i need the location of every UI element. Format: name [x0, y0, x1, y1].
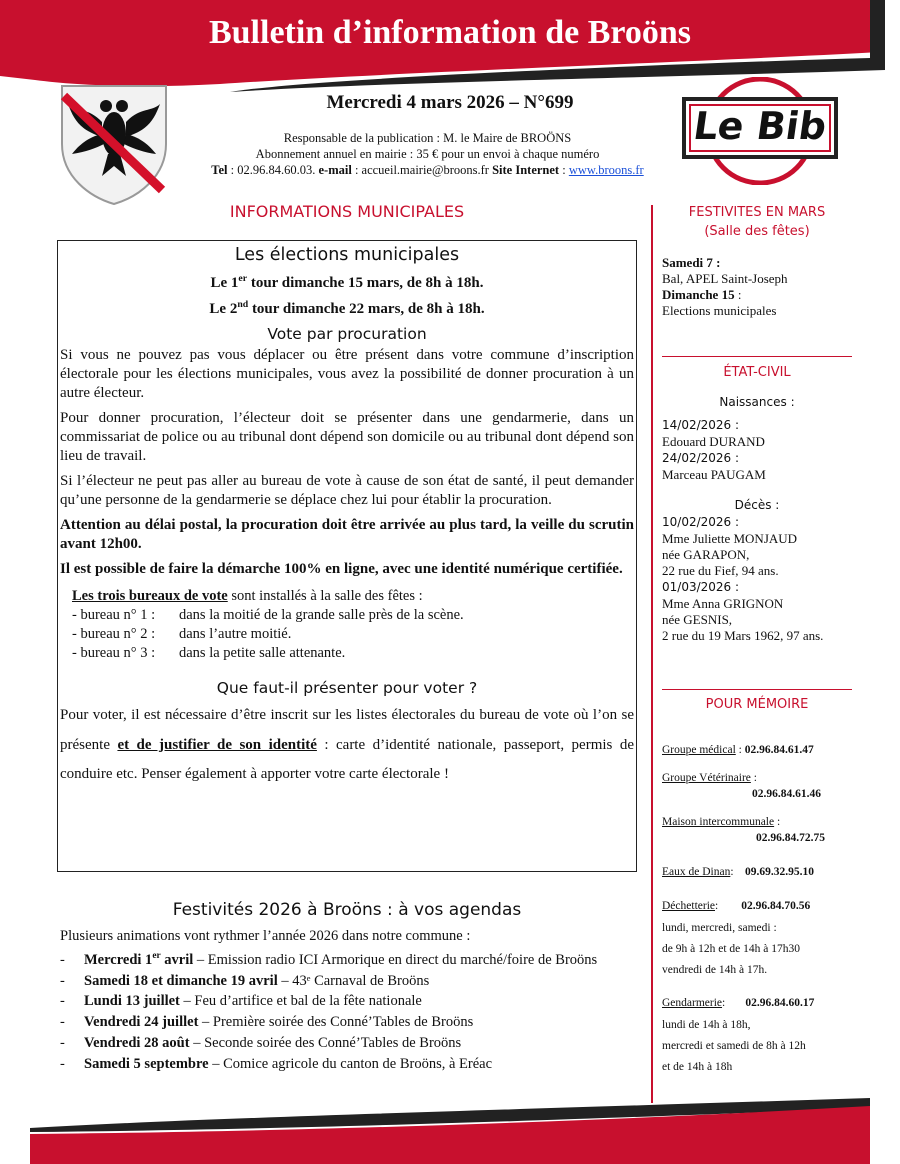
polling-station-row: - bureau n° 1 : dans la moitié de la grande salle près de la scène. — [72, 607, 464, 623]
id-heading: Que faut-il présenter pour voter ? — [216, 679, 478, 697]
sidebar-festivities — [662, 205, 852, 319]
subscription-info: Abonnement annuel en mairie : 35 € pour un envoi à chaque numéro — [255, 147, 600, 161]
elections-box — [57, 240, 637, 872]
list-item: - Samedi 5 septembre – Comice agricole du canton de Broöns, à Eréac — [60, 1055, 493, 1072]
contact-line: Tel : 02.96.84.60.03. e-mail : accueil.mairie@broons.fr Site Internet : www.broons.fr — [211, 163, 644, 177]
list-item: - Samedi 18 et dimanche 19 avril – 43ᵉ Carnaval de Broöns — [60, 972, 430, 989]
deaths-label: Décès : — [734, 498, 780, 512]
website-link[interactable]: www.broons.fr — [568, 163, 644, 177]
deaths-list: 10/02/2026 : Mme Juliette MONJAUD née GARAPON, 22 rue du Fief, 94 ans. 01/03/2026 : Mme Anna GRIGNON née GESNIS, 2 rue du 19 Mars 1962, 97 ans. — [662, 515, 824, 643]
elections-heading: Les élections municipales — [234, 245, 460, 265]
sidebar-festivities-sub: (Salle des fêtes) — [704, 224, 810, 239]
polling-stations — [60, 587, 634, 663]
sidebar-events: Samedi 7 : Bal, APEL Saint-Joseph Dimanche 15 : Elections municipales — [662, 255, 788, 318]
section-title: INFORMATIONS MUNICIPALES — [229, 202, 465, 221]
footer-banner — [0, 1090, 900, 1164]
broons-crest-icon — [58, 82, 170, 207]
proxy-paragraph-2: Pour donner procuration, l’électeur doit se présenter dans une gendarmerie, dans un commissariat de police ou au tribunal dont dépend son domicile ou au tribunal dont dépend son lieu de travail. — [60, 410, 634, 464]
sidebar-rule — [662, 356, 852, 357]
sidebar-divider — [651, 205, 653, 1103]
proxy-paragraph-1: Si vous ne pouvez pas vous déplacer ou être présent dans votre commune d’inscription électorale pour les élections municipales, vous avez la possibilité de donner procuration à un autre électeur. — [60, 347, 634, 401]
issue-date: Mercredi 4 mars 2026 – N°699 — [326, 92, 574, 113]
sidebar-festivities-title: FESTIVITES EN MARS — [688, 205, 826, 220]
polling-station-row: - bureau n° 2 : dans l’autre moitié. — [72, 626, 292, 642]
festivities-heading: Festivités 2026 à Broöns : à vos agendas — [172, 900, 522, 920]
polling-stations-intro: Les trois bureaux de vote sont installés à la salle des fêtes : — [72, 588, 423, 604]
proxy-paragraph-3: Si l’électeur ne peut pas aller au bureau de vote à cause de son état de santé, il peut demander qu’une personne de la gendarmerie se déplace chez lui pour établir la procuration. — [60, 473, 634, 508]
memoire-title: POUR MÉMOIRE — [705, 697, 809, 712]
postal-warning: Attention au délai postal, la procuration doit être arrivée au plus tard, la veille du scrutin avant 12h00. — [60, 517, 634, 552]
logo-text: Le Bib — [690, 104, 830, 148]
second-round: Le 2nd tour dimanche 22 mars, de 8h à 18h. — [209, 299, 485, 317]
list-item: - Mercredi 1er avril – Emission radio ICI Armorique en direct du marché/foire de Broöns — [60, 951, 598, 969]
proxy-heading: Vote par procuration — [267, 325, 427, 343]
publication-info — [180, 130, 675, 178]
births-label: Naissances : — [719, 395, 795, 409]
sidebar-rule — [662, 689, 852, 690]
id-paragraph: Pour voter, il est nécessaire d’être inscrit sur les listes électorales du bureau de vote où l’on se présente et de justifier de son identité : carte d’identité nationale, passeport, permis de conduire etc. Penser également à apporter votre carte électorale ! — [60, 707, 634, 782]
list-item: - Vendredi 28 août – Seconde soirée des Conné’Tables de Broöns — [60, 1035, 462, 1052]
bulletin-title: Bulletin d’information de Broöns — [208, 14, 692, 51]
etat-civil-title: ÉTAT-CIVIL — [723, 365, 791, 380]
publication-responsible: Responsable de la publication : M. le Maire de BROÖNS — [283, 131, 572, 145]
polling-station-row: - bureau n° 3 : dans la petite salle attenante. — [72, 645, 346, 661]
sidebar-etat-civil — [662, 365, 852, 644]
memoire-list: Groupe médical : 02.96.84.61.47 Groupe Vétérinaire : 02.96.84.61.46 Maison intercommunale : 02.96.84.72.75 Eaux de Dinan: 09.69.32.95.10 Déchetterie: 02.96.84.70.56 lundi, mercredi, samedi : de 9h à 12h et de 14h à 17h30 vendredi de 14h à 17h. Gendarmerie: 02.96.84.60.17 lundi de 14h à 18h, mercredi et samedi de 8h à 12h et de 14h à 18h — [662, 744, 825, 1073]
online-procedure: Il est possible de faire la démarche 100% en ligne, avec une identité numérique certifiée. — [60, 561, 623, 577]
list-item: - Lundi 13 juillet – Feu d’artifice et bal de la fête nationale — [60, 993, 422, 1010]
births-list: 14/02/2026 : Edouard DURAND 24/02/2026 : Marceau PAUGAM — [662, 418, 766, 482]
first-round: Le 1er tour dimanche 15 mars, de 8h à 18h. — [210, 273, 484, 291]
festivities-intro: Plusieurs animations vont rythmer l’année 2026 dans notre commune : — [60, 928, 471, 944]
list-item: - Vendredi 24 juillet – Première soirée des Conné’Tables de Broöns — [60, 1014, 474, 1031]
sidebar-memoire — [662, 697, 852, 1078]
festivities-list — [60, 950, 650, 1075]
